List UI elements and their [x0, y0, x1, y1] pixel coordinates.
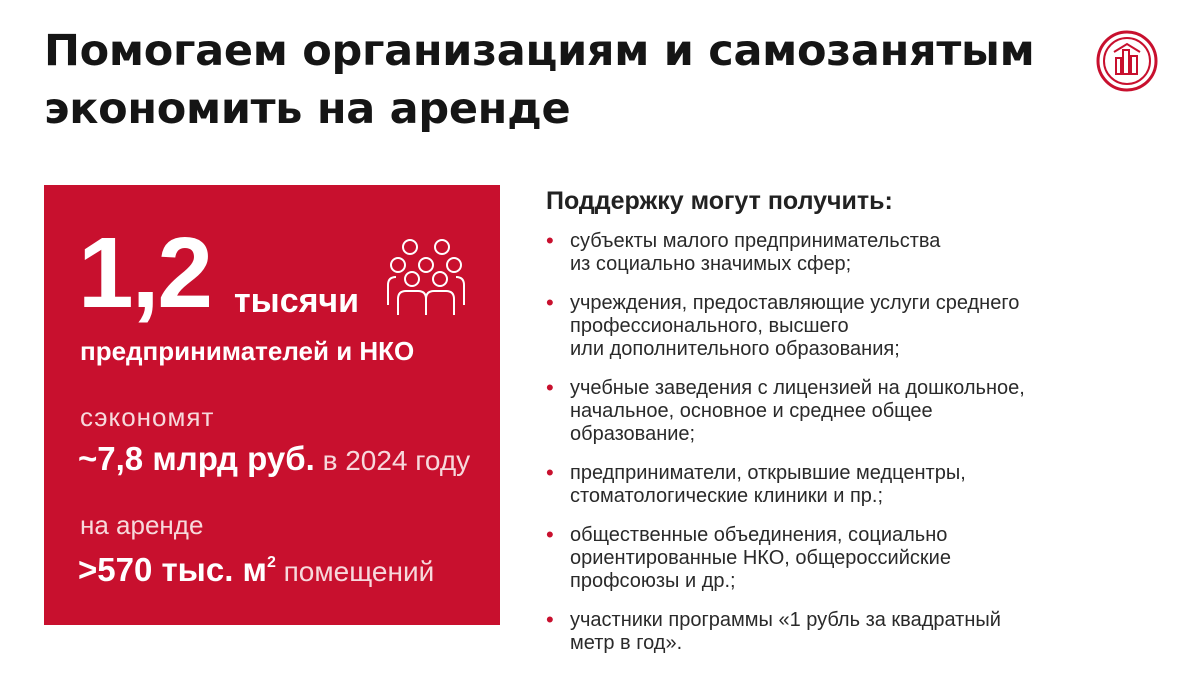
big-number-unit: тысячи: [234, 282, 360, 320]
support-item: • предприниматели, открывшие медцентры, стоматологические клиники и пр.;: [546, 462, 1166, 508]
stats-panel: [44, 185, 500, 625]
page-title-line-2: экономить на аренде: [44, 84, 571, 134]
save-amount: ~7,8 млрд руб.: [78, 440, 315, 477]
stats-subject: предпринимателей и НКО: [80, 336, 415, 366]
support-title: Поддержку могут получить:: [546, 187, 893, 215]
page-title: [44, 22, 1064, 138]
support-item: • учреждения, предоставляющие услуги среднего профессионального, высшего или дополнительного образования;: [546, 292, 1166, 361]
rent-value: [78, 545, 434, 590]
people-group-icon: [384, 235, 468, 319]
save-period: в 2024 году: [322, 445, 471, 476]
rent-amount: >570 тыс. м: [78, 551, 267, 588]
save-label: сэкономят: [80, 402, 215, 432]
page-title-line-1: Помогаем организациям и самозанятым: [44, 26, 1035, 76]
rent-suffix: помещений: [283, 556, 435, 587]
rent-amount-sup: 2: [266, 554, 276, 571]
support-item: • участники программы «1 рубль за квадратный метр в год».: [546, 609, 1166, 655]
rent-label: на аренде: [80, 510, 204, 540]
support-item: • субъекты малого предпринимательства из социально значимых сфер;: [546, 230, 1166, 276]
support-list: [546, 230, 1166, 671]
save-value: [78, 441, 470, 479]
support-item: • учебные заведения с лицензией на дошкольное, начальное, основное и среднее общее образование;: [546, 377, 1166, 446]
support-item: • общественные объединения, социально ориентированные НКО, общероссийские профсоюзы и др.;: [546, 524, 1166, 593]
big-number: 1,2: [78, 217, 212, 329]
emblem-logo-icon: [1096, 30, 1158, 92]
